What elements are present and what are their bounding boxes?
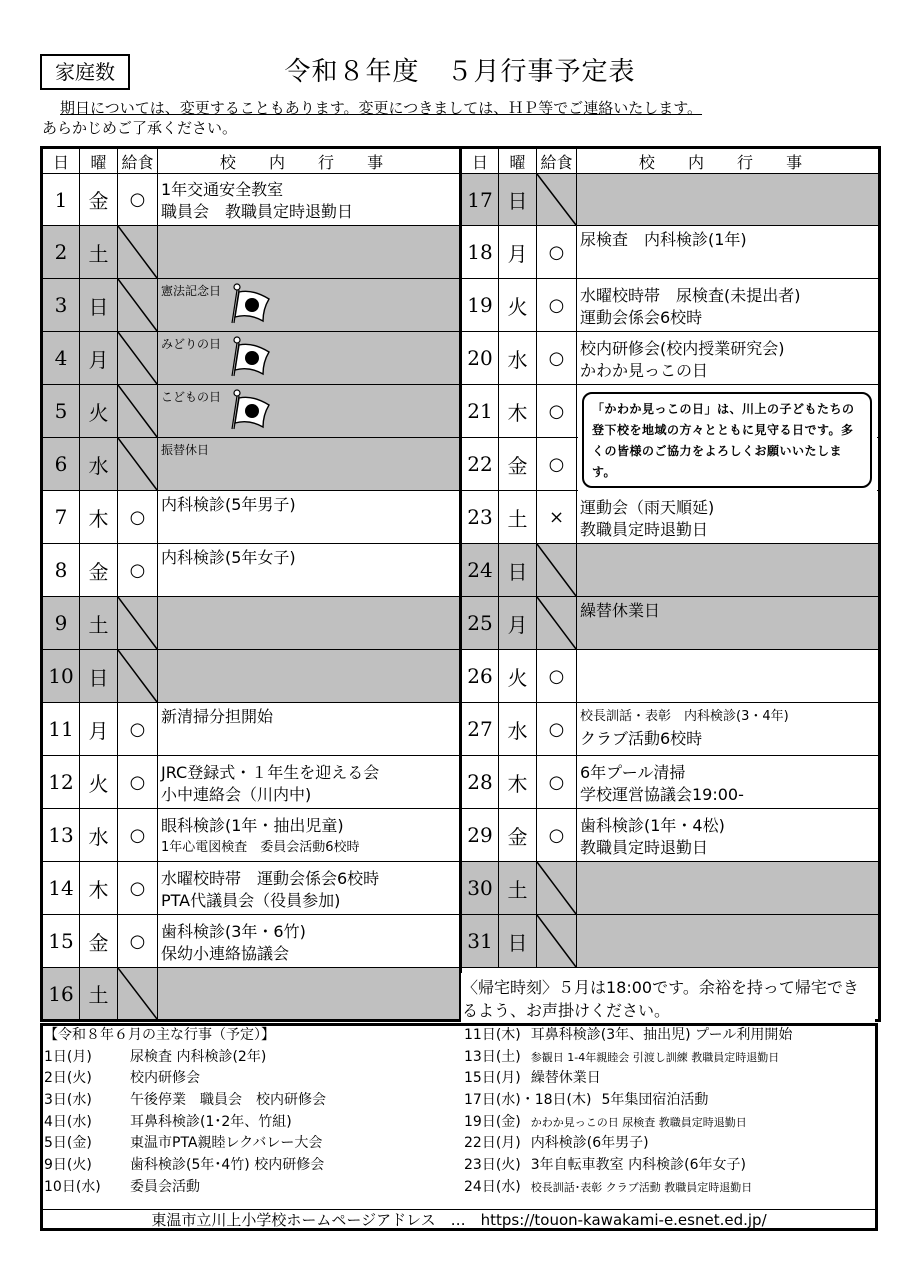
events-cell <box>577 544 880 597</box>
table-row <box>42 915 880 968</box>
day-number: 19 <box>461 279 499 332</box>
june-event: 5年集団宿泊活動 <box>601 1092 709 1109</box>
day-of-week: 金 <box>80 915 118 968</box>
day-number: 13 <box>42 809 80 862</box>
day-number: 26 <box>461 650 499 703</box>
june-date: 11日(木) <box>464 1027 521 1043</box>
lunch-mark: ○ <box>537 756 577 809</box>
june-date: 19日(金) <box>464 1113 521 1130</box>
table-row <box>42 332 880 385</box>
day-of-week: 月 <box>80 703 118 756</box>
june-date: 13日(土) <box>464 1048 521 1065</box>
events-cell <box>577 279 880 332</box>
no-lunch-slash <box>537 597 576 649</box>
day-number: 6 <box>42 438 80 491</box>
june-event: 耳鼻科検診(1･2年、竹組) <box>130 1113 292 1130</box>
june-item <box>44 1047 464 1069</box>
day-number: 27 <box>461 703 499 756</box>
header-lunch: 給食 <box>118 148 158 174</box>
day-of-week: 金 <box>80 544 118 597</box>
no-lunch-slash <box>118 968 157 1019</box>
event-line: PTA代議員会（役員参加) <box>161 890 341 910</box>
lunch-mark: ○ <box>537 809 577 862</box>
event-line: クラブ活動6校時 <box>580 729 703 748</box>
day-of-week: 日 <box>80 650 118 703</box>
day-number: 15 <box>42 915 80 968</box>
no-lunch-slash <box>537 544 576 596</box>
japan-flag-icon <box>229 283 273 325</box>
events-cell <box>577 597 880 650</box>
event-line: 教職員定時退勤日 <box>580 519 709 539</box>
notice-line-2: あらかじめご了承ください。 <box>42 119 238 137</box>
june-item <box>464 1177 874 1199</box>
events-cell <box>577 915 880 968</box>
june-heading: 【令和８年６月の主な行事（予定）】 <box>44 1027 275 1043</box>
june-event: 校長訓話･表彰 クラブ活動 教職員定時退勤日 <box>530 1180 753 1194</box>
lunch-mark <box>118 597 158 650</box>
events-cell <box>577 491 880 544</box>
day-of-week: 火 <box>499 279 537 332</box>
table-row <box>42 809 880 862</box>
june-item <box>464 1090 874 1112</box>
day-of-week: 木 <box>499 756 537 809</box>
day-of-week: 水 <box>499 332 537 385</box>
day-number: 20 <box>461 332 499 385</box>
lunch-mark: ○ <box>537 650 577 703</box>
june-date: 24日(水) <box>464 1178 521 1195</box>
lunch-mark: ○ <box>118 174 158 226</box>
events-cell <box>577 174 880 226</box>
lunch-mark <box>118 438 158 491</box>
event-line: 学校運営協議会19:00- <box>580 784 744 804</box>
event-line: 校長訓話・表彰 内科検診(3・4年) <box>580 709 789 724</box>
lunch-mark: ○ <box>537 332 577 385</box>
header-dow: 曜 <box>80 148 118 174</box>
day-number: 31 <box>461 915 499 968</box>
june-date: 15日(月) <box>464 1070 521 1087</box>
event-line: 運動会（雨天順延) <box>580 497 715 517</box>
june-item <box>44 1155 464 1177</box>
header-day: 日 <box>42 148 80 174</box>
events-cell <box>577 703 880 756</box>
table-row <box>42 174 880 226</box>
june-event: 尿検査 内科検診(2年) <box>130 1048 267 1065</box>
lunch-mark: ○ <box>118 491 158 544</box>
june-event: 繰替休業日 <box>530 1070 601 1087</box>
day-number: 2 <box>42 226 80 279</box>
event-line: 尿検査 内科検診(1年) <box>580 230 747 249</box>
no-lunch-slash <box>118 385 157 437</box>
table-row <box>42 597 880 650</box>
day-number: 4 <box>42 332 80 385</box>
lunch-mark: ○ <box>118 544 158 597</box>
event-line: 1年交通安全教室 <box>161 180 284 199</box>
day-of-week: 金 <box>80 174 118 226</box>
event-line: 内科検診(5年女子) <box>161 548 296 567</box>
lunch-mark: ○ <box>118 703 158 756</box>
header-day-right: 日 <box>461 148 499 174</box>
header-events: 校 内 行 事 <box>158 148 461 174</box>
day-number: 28 <box>461 756 499 809</box>
lunch-mark: ○ <box>118 756 158 809</box>
day-number: 3 <box>42 279 80 332</box>
june-event: 校内研修会 <box>130 1070 200 1087</box>
june-event: 参観日 1-4年親睦会 引渡し訓練 教職員定時退勤日 <box>530 1050 780 1064</box>
holiday-name: みどりの日 <box>161 337 222 351</box>
june-item <box>44 1090 464 1112</box>
events-cell <box>158 862 461 915</box>
holiday-label <box>161 441 456 459</box>
events-cell <box>158 703 461 756</box>
day-number: 29 <box>461 809 499 862</box>
event-line: 水曜校時帯 尿検査(未提出者) <box>580 285 801 305</box>
no-lunch-slash <box>118 279 157 331</box>
event-line: 運動会係会6校時 <box>580 307 703 327</box>
events-cell <box>158 226 461 279</box>
lunch-mark <box>537 597 577 650</box>
day-number: 10 <box>42 650 80 703</box>
events-cell <box>158 756 461 809</box>
day-number: 5 <box>42 385 80 438</box>
june-item <box>464 1155 874 1177</box>
day-of-week: 日 <box>499 544 537 597</box>
table-row <box>42 650 880 703</box>
june-event: 午後停業 職員会 校内研修会 <box>130 1092 326 1109</box>
table-row <box>42 862 880 915</box>
day-of-week: 月 <box>499 226 537 279</box>
no-lunch-slash <box>118 438 157 490</box>
day-of-week: 火 <box>80 385 118 438</box>
events-cell <box>158 491 461 544</box>
day-of-week: 土 <box>80 968 118 1021</box>
june-item <box>464 1068 874 1090</box>
june-events-left <box>44 1025 464 1195</box>
day-number: 18 <box>461 226 499 279</box>
event-line: 繰替休業日 <box>580 601 661 620</box>
june-date: 1日(月) <box>44 1048 92 1065</box>
day-of-week: 水 <box>80 438 118 491</box>
day-of-week: 木 <box>80 491 118 544</box>
june-event: 委員会活動 <box>130 1178 200 1195</box>
event-line: 水曜校時帯 運動会係会6校時 <box>161 868 380 888</box>
day-number: 30 <box>461 862 499 915</box>
events-cell <box>158 915 461 968</box>
june-date: 9日(火) <box>44 1157 92 1174</box>
june-date: 23日(火) <box>464 1157 521 1174</box>
june-date: 4日(水) <box>44 1113 92 1130</box>
day-number: 8 <box>42 544 80 597</box>
event-line: 1年心電図検査 委員会活動6校時 <box>161 839 360 855</box>
day-of-week: 月 <box>80 332 118 385</box>
kawaka-mikko-note: 「かわか見っこの日」は、川上の子どもたちの登下校を地域の方々とともに見守る日です。多くの皆様のご協力をよろしくお願いいたします。 <box>582 392 872 488</box>
event-line: 新清掃分担開始 <box>161 707 274 726</box>
june-event: 東温市PTA親睦レクバレー大会 <box>130 1135 323 1152</box>
june-date: 22日(月) <box>464 1135 521 1152</box>
day-of-week: 日 <box>499 174 537 226</box>
holiday-label <box>161 388 456 431</box>
june-date: 3日(水) <box>44 1092 92 1109</box>
events-cell <box>158 174 461 226</box>
events-cell <box>158 438 461 491</box>
events-cell <box>158 650 461 703</box>
no-lunch-slash <box>537 174 576 225</box>
day-of-week: 木 <box>80 862 118 915</box>
lunch-mark: ○ <box>537 279 577 332</box>
homepage-address: 東温市立川上小学校ホームページアドレス … https://touon-kawakami-e.esnet.ed.jp/ <box>40 1209 878 1231</box>
event-line: 内科検診(5年男子) <box>161 495 296 514</box>
holiday-label <box>161 282 456 325</box>
events-cell <box>158 968 461 1021</box>
notice-line-1: 期日については、変更することもあります。変更につきましては、ＨＰ等でご連絡いたします。 <box>60 99 703 117</box>
no-lunch-slash <box>118 332 157 384</box>
day-number: 1 <box>42 174 80 226</box>
june-event: 歯科検診(5年･4竹) 校内研修会 <box>130 1157 325 1174</box>
june-item <box>464 1047 874 1069</box>
june-item <box>464 1133 874 1155</box>
table-row <box>42 279 880 332</box>
june-item <box>44 1068 464 1090</box>
event-line: 6年プール清掃 <box>580 762 686 782</box>
day-of-week: 金 <box>499 438 537 491</box>
june-date: 17日(水)・18日(木) <box>464 1092 592 1109</box>
table-row <box>42 703 880 756</box>
schedule-table <box>40 146 881 1022</box>
lunch-mark: ○ <box>118 862 158 915</box>
holiday-name: 振替休日 <box>161 443 210 457</box>
lunch-mark <box>537 915 577 968</box>
day-of-week: 土 <box>80 226 118 279</box>
events-cell <box>158 597 461 650</box>
event-line: 小中連絡会（川内中) <box>161 784 312 804</box>
lunch-mark: ○ <box>537 226 577 279</box>
lunch-mark <box>537 862 577 915</box>
japan-flag-icon <box>229 389 273 431</box>
day-of-week: 火 <box>499 650 537 703</box>
lunch-mark: ○ <box>537 385 577 438</box>
table-header-row <box>42 148 880 174</box>
june-item <box>464 1025 874 1047</box>
day-of-week: 土 <box>80 597 118 650</box>
lunch-mark: ○ <box>537 703 577 756</box>
june-date: 5日(金) <box>44 1135 92 1152</box>
lunch-mark <box>537 544 577 597</box>
event-line: かわか見っこの日 <box>580 360 709 380</box>
june-event: 耳鼻科検診(3年、抽出児) プール利用開始 <box>530 1027 793 1043</box>
event-line: 歯科検診(3年・6竹) <box>161 921 306 941</box>
lunch-mark: ○ <box>118 915 158 968</box>
table-row <box>42 756 880 809</box>
page-title: 令和８年度 ５月行事予定表 <box>284 57 636 87</box>
event-line: 保幼小連絡協議会 <box>161 943 290 963</box>
lunch-mark <box>118 279 158 332</box>
day-number: 24 <box>461 544 499 597</box>
no-lunch-slash <box>118 597 157 649</box>
day-of-week: 月 <box>499 597 537 650</box>
events-cell <box>158 332 461 385</box>
day-number: 16 <box>42 968 80 1021</box>
no-lunch-slash <box>118 650 157 702</box>
lunch-mark <box>118 385 158 438</box>
day-number: 21 <box>461 385 499 438</box>
day-number: 23 <box>461 491 499 544</box>
events-cell <box>577 862 880 915</box>
return-time-note: 〈帰宅時刻〉５月は18:00です。余裕を持って帰宅できるよう、お声掛けください。 <box>462 978 859 1020</box>
japan-flag-icon <box>229 336 273 378</box>
lunch-mark <box>118 226 158 279</box>
day-of-week: 日 <box>80 279 118 332</box>
june-item <box>44 1133 464 1155</box>
event-line: 教職員定時退勤日 <box>580 837 709 857</box>
lunch-mark: × <box>537 491 577 544</box>
event-line: 校内研修会(校内授業研究会) <box>580 338 785 358</box>
events-cell <box>577 226 880 279</box>
june-event: かわか見っこの日 尿検査 教職員定時退勤日 <box>530 1115 747 1129</box>
lunch-mark: ○ <box>118 809 158 862</box>
document-badge: 家庭数 <box>40 54 130 90</box>
lunch-mark <box>118 332 158 385</box>
events-cell <box>158 809 461 862</box>
june-item <box>464 1112 874 1134</box>
no-lunch-slash <box>537 915 576 967</box>
lunch-mark <box>118 968 158 1021</box>
header-dow-right: 曜 <box>499 148 537 174</box>
lunch-mark <box>118 650 158 703</box>
event-line: 職員会 教職員定時退勤日 <box>161 202 354 221</box>
events-cell <box>577 809 880 862</box>
june-item <box>44 1112 464 1134</box>
day-number: 22 <box>461 438 499 491</box>
holiday-name: 憲法記念日 <box>161 284 222 298</box>
lunch-mark: ○ <box>537 438 577 491</box>
events-cell <box>158 279 461 332</box>
events-cell <box>158 544 461 597</box>
no-lunch-slash <box>118 226 157 278</box>
events-cell <box>577 332 880 385</box>
lunch-mark <box>537 174 577 226</box>
june-event: 内科検診(6年男子) <box>530 1135 649 1152</box>
day-number: 9 <box>42 597 80 650</box>
event-line: 歯科検診(1年・4松) <box>580 815 725 835</box>
day-number: 17 <box>461 174 499 226</box>
table-row <box>42 491 880 544</box>
day-of-week: 日 <box>499 915 537 968</box>
day-number: 25 <box>461 597 499 650</box>
day-of-week: 水 <box>80 809 118 862</box>
day-number: 12 <box>42 756 80 809</box>
day-of-week: 土 <box>499 491 537 544</box>
day-of-week: 水 <box>499 703 537 756</box>
header-events-right: 校 内 行 事 <box>577 148 880 174</box>
june-item <box>44 1177 464 1199</box>
holiday-name: こどもの日 <box>161 390 222 404</box>
june-events-right <box>464 1025 874 1199</box>
events-cell <box>577 650 880 703</box>
day-of-week: 火 <box>80 756 118 809</box>
events-cell <box>158 385 461 438</box>
table-row <box>42 544 880 597</box>
day-of-week: 土 <box>499 862 537 915</box>
day-number: 11 <box>42 703 80 756</box>
june-date: 2日(火) <box>44 1070 92 1087</box>
june-date: 10日(水) <box>44 1178 101 1195</box>
header-lunch-right: 給食 <box>537 148 577 174</box>
events-cell <box>577 756 880 809</box>
event-line: JRC登録式・１年生を迎える会 <box>161 762 380 782</box>
june-event: 3年自転車教室 内科検診(6年女子) <box>530 1157 746 1174</box>
holiday-label <box>161 335 456 378</box>
day-of-week: 金 <box>499 809 537 862</box>
day-number: 14 <box>42 862 80 915</box>
no-lunch-slash <box>537 862 576 914</box>
event-line: 眼科検診(1年・抽出児童) <box>161 815 344 835</box>
table-row <box>42 226 880 279</box>
day-of-week: 木 <box>499 385 537 438</box>
day-number: 7 <box>42 491 80 544</box>
